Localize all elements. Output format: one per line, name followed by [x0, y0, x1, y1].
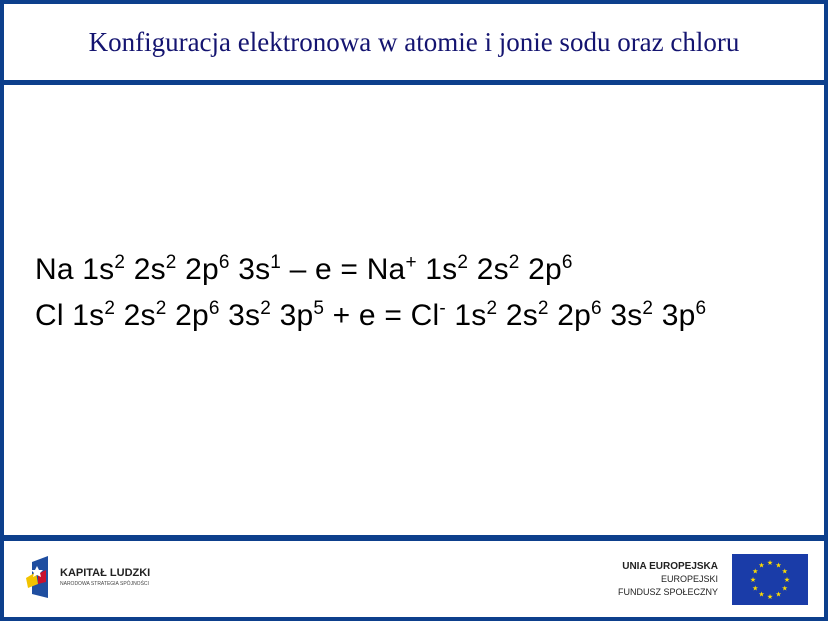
superscript: 2 [486, 298, 498, 319]
kapital-ludzki-title: KAPITAŁ LUDZKI [60, 567, 151, 579]
superscript: 2 [104, 298, 116, 319]
equation-term: Na 1s [35, 253, 115, 286]
equation-term: 2s [115, 299, 156, 332]
superscript: 6 [591, 298, 602, 319]
eu-line2: EUROPEJSKI [660, 574, 718, 584]
star-icon: ★ [758, 591, 765, 599]
kapital-ludzki-subtitle: NARODOWA STRATEGIA SPÓJNOŚCI [60, 581, 149, 587]
eu-logo [618, 554, 808, 605]
equation-term: 3s [219, 299, 261, 332]
kapital-ludzki-icon [24, 556, 50, 598]
superscript: + [405, 252, 417, 273]
superscript: 2 [155, 298, 167, 319]
star-icon: ★ [775, 562, 782, 570]
superscript: 1 [270, 252, 282, 273]
superscript: 6 [695, 298, 707, 319]
superscript: 6 [218, 252, 230, 273]
superscript: 2 [260, 298, 272, 319]
star-icon: ★ [781, 585, 788, 593]
equation-term: 3s [601, 299, 643, 332]
equation-term: 3s [229, 253, 271, 286]
equation-sodium [35, 253, 573, 287]
superscript: 2 [537, 298, 549, 319]
equation-term: – e = Na [281, 253, 406, 286]
star-icon: ★ [783, 577, 791, 584]
star-icon: ★ [781, 568, 788, 576]
superscript: 5 [313, 298, 325, 319]
superscript: 2 [642, 298, 654, 319]
equation-term: Cl 1s [35, 299, 105, 332]
star-icon: ★ [775, 591, 782, 599]
star-icon: ★ [758, 562, 765, 570]
superscript: 6 [561, 252, 573, 273]
equation-term: 2p [548, 299, 591, 332]
star-icon: ★ [766, 594, 774, 601]
eu-line3: FUNDUSZ SPOŁECZNY [617, 587, 718, 597]
equation-term: + e = Cl [324, 299, 440, 332]
eu-line1: UNIA EUROPEJSKA [622, 561, 718, 572]
content-panel [4, 85, 824, 535]
superscript: 2 [457, 252, 469, 273]
equation-term: 3p [653, 299, 696, 332]
superscript: 2 [508, 252, 520, 273]
equation-term: 2p [176, 253, 219, 286]
slide-title: Konfiguracja elektronowa w atomie i jonie sodu oraz chloru [88, 26, 740, 57]
equation-term: 1s [416, 253, 458, 286]
equation-term: 2s [468, 253, 509, 286]
title-panel [4, 4, 824, 80]
superscript: - [439, 298, 446, 319]
equation-term: 1s [445, 299, 487, 332]
superscript: 6 [208, 298, 220, 319]
equation-term: 2p [519, 253, 562, 286]
equation-term: 2s [497, 299, 538, 332]
star-icon: ★ [749, 577, 757, 584]
kapital-ludzki-logo [24, 556, 150, 598]
star-icon: ★ [766, 560, 774, 567]
superscript: 2 [114, 252, 126, 273]
superscript: 2 [165, 252, 177, 273]
equation-term: 2p [166, 299, 209, 332]
star-icon: ★ [752, 568, 759, 576]
equation-chlorine [35, 299, 706, 333]
footer-panel [4, 541, 824, 617]
equation-term: 3p [271, 299, 314, 332]
star-icon: ★ [752, 585, 759, 593]
equation-term: 2s [125, 253, 166, 286]
eu-flag-icon [732, 554, 808, 605]
